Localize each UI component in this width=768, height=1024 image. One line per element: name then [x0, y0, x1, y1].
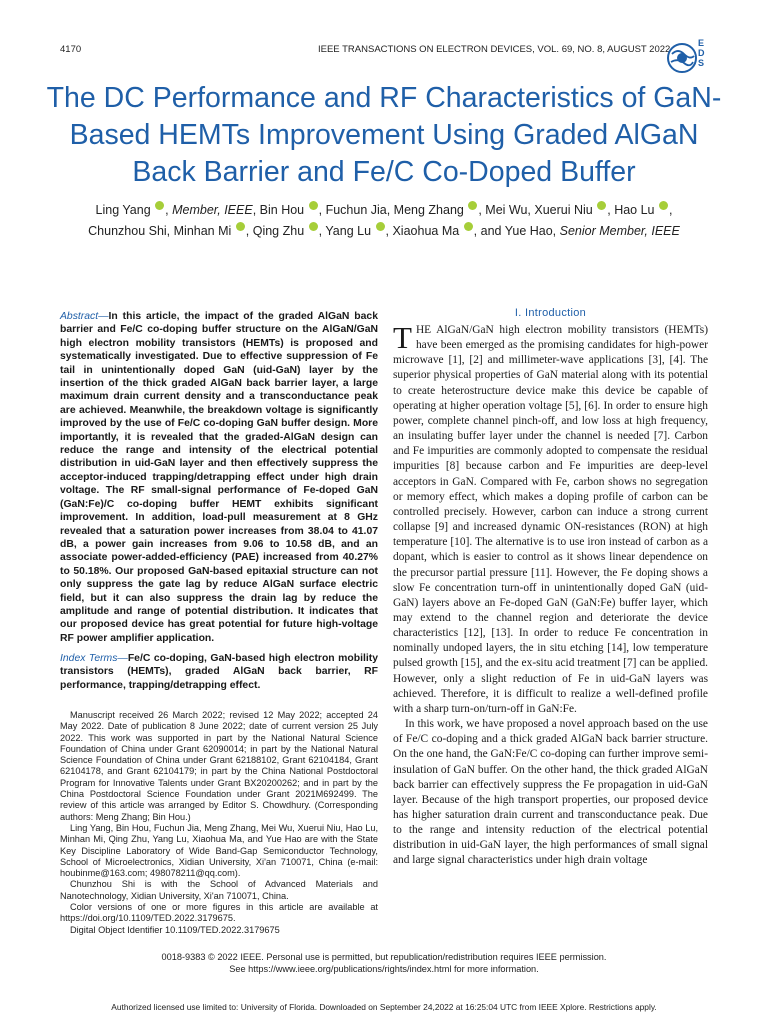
copyright-line-2: See https://www.ieee.org/publications/rights/index.html for more information.	[229, 963, 539, 974]
license-notice: Authorized licensed use limited to: University of Florida. Downloaded on September 24,2022 at 16:25:04 UTC from IEEE Xplore. Restrictions apply.	[111, 1002, 657, 1012]
author-name: Chunzhou Shi, Minhan Mi	[88, 224, 232, 238]
index-terms-text: Fe/C co-doping, GaN-based high electron mobility transistors (HEMTs), graded AlGaN back barrier, RF performance, trapping/detrapping effect.	[60, 653, 378, 691]
intro-paragraph-2: In this work, we have proposed a novel approach based on the use of Fe/C co-doping and a thick graded AlGaN back barrier structure. On the one hand, the GaN:Fe/C co-doping can further improve semi-insulation of GaN buffer. On the other hand, the thick graded AlGaN back barrier can effectively suppress the Fe propagation in uid-GaN layer. Because of the high transport properties, our proposed device has higher saturation drain current and transconductance peak. Due to the range and intensity reduction of the electrical potential distribution in uid-GaN layer, the high performances of small signal and large signal characteristics under high drain voltage	[393, 718, 708, 867]
author-name: Ling Yang	[95, 203, 151, 217]
author-name: Mei Wu, Xuerui Niu	[485, 203, 593, 217]
footnote-affiliation: Ling Yang, Bin Hou, Fuchun Jia, Meng Zhang, Mei Wu, Xuerui Niu, Hao Lu, Minhan Mi, Qing Zhu, Yang Lu, Xiaohua Ma, and Yue Hao are with the State Key Discipline Laboratory of Wide Band-Gap Semiconductor Technology, School of Microelectronics, Xidian University, Xi'an 710071, China (e-mail: houbinme@163.com; 498078211@qq.com).	[60, 822, 378, 879]
abstract-text: In this article, the impact of the graded AlGaN back barrier and Fe/C co-doping buffer structure on the AlGaN/GaN high electron mobility transistors (HEMTs) is proposed and systematically investigated. Due to effective suppression of Fe tail in unintentionally doped GaN (uid-GaN) layer by the insertion of the thick graded AlGaN back barrier layer, a large maximum drain current density and a transconductance peak are achieved. Meanwhile, the breakdown voltage is significantly improved by the use of Fe/C co-doping GaN buffer design. More importantly, it is revealed that the graded-AlGaN design can reduce the range and intensity of the electrical potential distribution in uid-GaN layer and then effectively suppress the acceptor-induced trapping/detrapping effect under high drain voltage. The RF small-signal performance of Fe-doped GaN (GaN:Fe)/C co-doping buffer HEMT exhibits significant improvement. In addition, load-pull measurement at 8 GHz revealed that a saturation power increases from 38.04 to 41.07 dB, a power gain increases from 9.06 to 10.58 dB, and an associate power-added-efficiency (PAE) increased from 40.27% to 50.18%. Our proposed GaN-based epitaxial structure can not only suppress the gate lag by reduce AlGaN surface electric field, but it can also suppress the drain lag by reduce the amplitude and range of potential distribution. It indicates that our proposed device has great potential for future high-voltage RF power amplifier application.	[60, 311, 378, 644]
author-name: Fuchun Jia, Meng Zhang	[325, 203, 464, 217]
page-number: 4170	[60, 44, 82, 55]
orcid-icon[interactable]	[376, 222, 385, 231]
footnotes	[60, 710, 378, 936]
abstract	[60, 310, 378, 645]
footnote-manuscript: Manuscript received 26 March 2022; revised 12 May 2022; accepted 24 May 2022. Date of publication 8 June 2022; date of current version 25 July 2022. This work was supported in part by the National Natural Science Foundation of China under Grant 62090014; in part by the National Natural Science Foundation of China under Grant 62188102, Grant 62104184, Grant 62104178, and Grant 62104179; in part by the China National Postdoctoral Program for Innovative Talents under Grant BX20200262; and in part by the China Postdoctoral Science Foundation under Grant 2021M692499. The review of this article was arranged by Editor S. Chowdhury. (Corresponding authors: Meng Zhang; Bin Hou.)	[60, 710, 378, 822]
author-name: Hao Lu	[614, 203, 655, 217]
index-terms	[60, 652, 378, 692]
introduction-body	[393, 320, 708, 869]
orcid-icon[interactable]	[236, 222, 245, 231]
orcid-icon[interactable]	[309, 201, 318, 210]
journal-header: IEEE TRANSACTIONS ON ELECTRON DEVICES, VOL. 69, NO. 8, AUGUST 2022	[318, 44, 671, 55]
orcid-icon[interactable]	[468, 201, 477, 210]
orcid-icon[interactable]	[659, 201, 668, 210]
svg-text:EDS: E D S	[698, 38, 705, 68]
intro-paragraph-1: HE AlGaN/GaN high electron mobility transistors (HEMTs) have been emerged as the promising candidates for high-power microwave [1], [2] and millimeter-wave applications [3], [4]. The superior physical properties of GaN material along with its potential to create heterostructure device make this device be capable of operating at higher operation voltage [5], [6]. In order to ensure high power, complete channel pinch-off, and low loss at high frequency, an insulating buffer layer under the channel is needed [7]. Carbon and Fe impurities are commonly adopted to compensate the residual impurities [8] because carbon and Fe impurities are deep-level acceptors in GaN. Compared with Fe, carbon shows no segregation or memory effect, which makes a doping profile of carbon can be controlled precisely. However, carbon can induce a strong current collapse [9] and increased dynamic ON-resistances (RON) at high temperature [10]. The alternative is to use iron instead of carbon as a dopant, which is easier to control as it shows linear dependence on the precursor partial pressure [11]. However, the Fe doping shows a slow Fe concentration turn-off in unintentionally doped GaN (uid-GaN) layers above an Fe-doped GaN (GaN:Fe) buffer layer, which may extend to the channel region and deteriorate the device characteristics [12], [13]. In order to reduce Fe concentration in nominally undoped layers, the in situ etching [14], low temperature pulsed growth [15], and the ex-situ acid treatment [7] can be applied. However, only a slight reduction of Fe in uid-GaN layers was achieved. Therefore, it is difficult to realize a well-defined profile with a sharp turn-on/turn-off in GaN:Fe.	[393, 324, 708, 715]
index-terms-label: Index Terms—	[60, 653, 128, 664]
orcid-icon[interactable]	[155, 201, 164, 210]
section-heading: I. Introduction	[514, 307, 587, 319]
author-name: Qing Zhu	[252, 224, 305, 238]
author-name: Bin Hou	[259, 203, 305, 217]
orcid-icon[interactable]	[597, 201, 606, 210]
eds-logo	[660, 32, 708, 80]
drop-cap: T	[393, 320, 412, 355]
author-name: Yang Lu	[325, 224, 372, 238]
author-role: Member, IEEE	[172, 203, 253, 217]
footnote-affiliation-2: Chunzhou Shi is with the School of Advanced Materials and Nanotechnology, Xidian University, Xi'an 710071, China.	[60, 879, 378, 901]
copyright-notice	[40, 952, 728, 975]
orcid-icon[interactable]	[464, 222, 473, 231]
copyright-line-1: 0018-9383 © 2022 IEEE. Personal use is permitted, but republication/redistribution requires IEEE permission.	[161, 952, 607, 962]
article-title: The DC Performance and RF Characteristics of GaN-Based HEMTs Improvement Using Graded AlGaN Back Barrier and Fe/C Co-Doped Buffer	[46, 82, 722, 188]
footnote-doi: Digital Object Identifier 10.1109/TED.2022.3179675	[70, 924, 280, 935]
footnote-color-figures: Color versions of one or more figures in this article are available at https://doi.org/10.1109/TED.2022.3179675.	[60, 902, 378, 924]
orcid-icon[interactable]	[309, 222, 318, 231]
author-list: Ling Yang , Member, IEEE, Bin Hou , Fuchun Jia, Meng Zhang , Mei Wu, Xuerui Niu , Hao Lu , Chunzhou Shi, Minhan Mi , Qing Zhu , Yang Lu , Xiaohua Ma , and Yue Hao, Senior Member, IEEE	[88, 203, 680, 238]
author-name: and Yue Hao,	[480, 224, 557, 238]
author-name: Xiaohua Ma	[392, 224, 460, 238]
abstract-label: Abstract—	[60, 311, 109, 322]
author-role: Senior Member, IEEE	[559, 224, 680, 238]
